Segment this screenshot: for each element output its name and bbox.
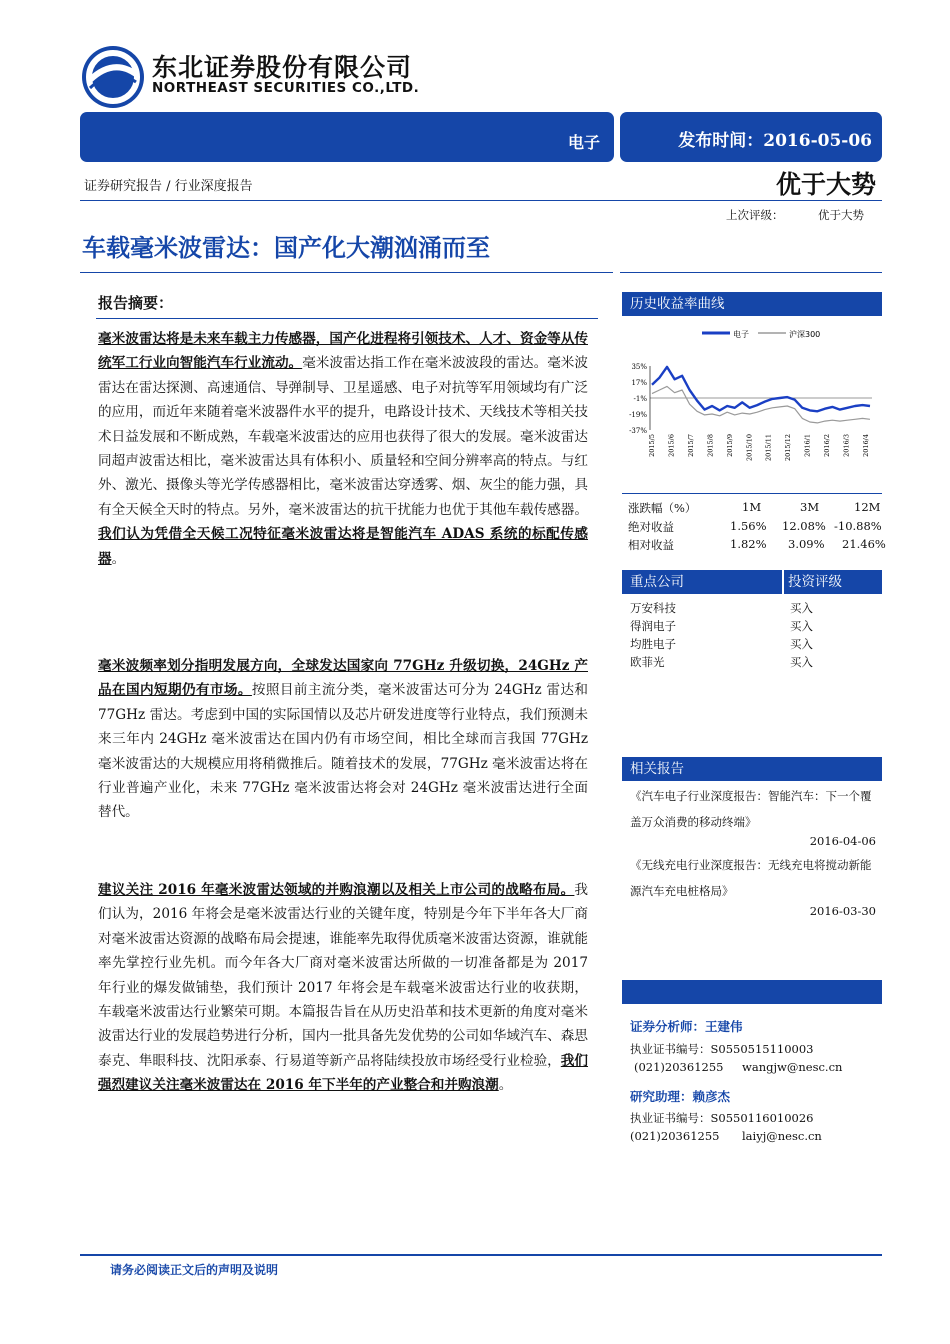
sidebar-bottom-band: [622, 980, 882, 1004]
related-item-2[interactable]: 《无线充电行业深度报告：无线充电将搅动新能源汽车充电桩格局》: [630, 858, 872, 898]
company-rating: 买入: [790, 637, 813, 651]
return-chart: [622, 322, 882, 492]
returns-col-label: 涨跌幅（%）: [628, 501, 697, 515]
legend-label-series-1: 电子: [733, 330, 749, 339]
rating: 优于大势: [775, 170, 876, 199]
x-tick-label: 2015/12: [784, 434, 793, 462]
summary-heading: 报告摘要：: [98, 294, 174, 312]
row-3m: 3.09%: [788, 537, 825, 551]
x-tick-label: 2015/11: [764, 434, 773, 462]
analyst-cert: 执业证书编号：S0550515110003: [630, 1042, 814, 1056]
company-logo-icon: [80, 44, 146, 110]
p3-body: 我们认为，2016 年将会是毫米波雷达行业的关键年度，特别是今年下半年各大厂商对毫米波雷达资源的战略布局会提速，谁能率先取得优质毫米波雷达资源，谁就能率先掌控行业先机。而今年各大厂商对毫米波雷达所做的一切准备都是为 2017 年行业的爆发做铺垫，我们预计 2017 年将会是车载毫米波雷达行业的收获期，车载毫米波雷达行业繁荣可期。本篇报告旨在从历史沿革和技术更新的角度对毫米波雷达行业的发展趋势进行分析，国内一批具备先发优势的公司如华域汽车、森思泰克、隼眼科技、沈阳承泰、行易道等新产品将陆续投放市场经受行业检验，: [98, 882, 588, 1069]
returns-rule: [622, 493, 882, 494]
returns-col-3m: 3M: [800, 500, 820, 514]
previous-rating-label: 上次评级：: [726, 208, 784, 222]
analyst-label: 证券分析师：王建伟: [630, 1019, 743, 1034]
y-tick-label: -19%: [629, 411, 647, 419]
report-category: 证券研究报告 / 行业深度报告: [84, 179, 253, 194]
p3-end: 。: [498, 1077, 513, 1094]
company-row: [630, 654, 880, 672]
companies-header: [622, 570, 882, 594]
sector-label: 电子: [567, 133, 600, 152]
previous-rating: 优于大势: [818, 208, 864, 222]
sidebar-top-rule: [620, 272, 882, 273]
p1-conclusion: 我们认为凭借全天候工况特征毫米波雷达将是智能汽车 ADAS 系统的标配传感器: [98, 526, 588, 567]
p1-body: 毫米波雷达指工作在毫米波波段的雷达。毫米波雷达在雷达探测、高速通信、导弹制导、卫星遥感、电子对抗等军用领域均有广泛的应用，而近年来随着毫米波器件水平的提升，电路设计技术、天线技术等相关技术日益发展和不断成熟，车载毫米波雷达的应用也获得了很大的发展。毫米波雷达同超声波雷达相比，毫米波雷达具有体积小、质量轻和空间分辨率高的特点。与红外、激光、摄像头等光学传感器相比，毫米波雷达穿透雾、烟、灰尘的能力强，具有全天候全天时的特点。另外，毫米波雷达的抗干扰能力也优于其他车载传感器。: [98, 355, 589, 518]
x-tick-label: 2016/4: [862, 434, 870, 457]
companies-divider: [782, 570, 784, 594]
company-name: 均胜电子: [630, 637, 676, 651]
series-line-1: [652, 367, 870, 411]
publish-bar: [620, 112, 882, 162]
x-tick-label: 2015/6: [667, 434, 676, 457]
legend-label-series-2: 沪深300: [789, 330, 821, 339]
report-title: 车载毫米波雷达：国产化大潮汹涌而至: [82, 233, 490, 262]
company-logo: [80, 44, 146, 110]
title-rule: [80, 272, 613, 273]
company-name: 欧菲光: [630, 655, 665, 669]
company-name-cn: 东北证券股份有限公司: [152, 53, 413, 82]
category-rule: [80, 200, 882, 201]
related-item-1-date: 2016-04-06: [809, 834, 876, 848]
rating-header-label: 投资评级: [788, 574, 842, 590]
footer-disclaimer: 请务必阅读正文后的声明及说明: [110, 1263, 279, 1277]
summary-rule: [96, 318, 598, 319]
assistant-phone: (021)20361255: [630, 1129, 720, 1143]
p2-body: 按照目前主流分类，毫米波雷达可分为 24GHz 雷达和 77GHz 雷达。考虑到中国的实际国情以及芯片研发进度等行业特点，我们预测未来三年内 24GHz 毫米波雷达在国内仍有市场空间，相比全球而言我国 77GHz 毫米波雷达的大规模应用将稍微推后。随着技术的发展，77GHz 毫米波雷达将在行业普遍产业化，未来 77GHz 毫米波雷达将会对 24GHz 毫米波雷达进行全面替代。: [98, 682, 588, 821]
x-tick-label: 2015/9: [725, 434, 734, 457]
related-header: 相关报告: [622, 757, 882, 781]
company-rating: 买入: [790, 601, 813, 615]
related-item-2-date: 2016-03-30: [809, 904, 876, 918]
returns-col-12m: 12M: [854, 500, 881, 514]
assistant-cert: 执业证书编号：S0550116010026: [630, 1111, 814, 1125]
company-name: 万安科技: [630, 601, 676, 615]
company-rating: 买入: [790, 619, 813, 633]
row-12m: 21.46%: [842, 537, 886, 551]
x-tick-label: 2015/5: [648, 434, 656, 457]
x-tick-label: 2015/10: [745, 434, 754, 462]
company-row: [630, 618, 880, 636]
p2-lead: 毫米波频率划分指明发展方向，全球发达国家向 77GHz 升级切换，24GHz 产品在国内短期仍有市场。: [98, 658, 588, 699]
y-tick-label: 17%: [631, 379, 647, 387]
row-label: 绝对收益: [628, 520, 674, 534]
company-name: 得润电子: [630, 619, 676, 633]
row-1m: 1.82%: [730, 537, 767, 551]
company-name-en: NORTHEAST SECURITIES CO.,LTD.: [152, 80, 420, 96]
row-3m: 12.08%: [782, 519, 826, 533]
company-row: [630, 636, 880, 654]
companies-header-label: 重点公司: [630, 574, 684, 590]
x-tick-label: 2016/3: [842, 434, 851, 457]
summary-paragraph-2: [98, 654, 588, 825]
chart-header: 历史收益率曲线: [622, 292, 882, 316]
x-tick-label: 2016/2: [823, 434, 832, 457]
summary-paragraph-1: [98, 327, 588, 571]
assistant-email[interactable]: laiyj@nesc.cn: [742, 1129, 822, 1143]
x-tick-label: 2016/1: [803, 434, 812, 457]
y-tick-label: -37%: [629, 427, 647, 435]
analyst-email[interactable]: wangjw@nesc.cn: [742, 1060, 843, 1074]
assistant-label: 研究助理：赖彦杰: [630, 1089, 731, 1104]
y-tick-label: -1%: [633, 395, 647, 403]
summary-paragraph-3: [98, 878, 588, 1098]
company-rating: 买入: [790, 655, 813, 669]
company-row: [630, 600, 880, 618]
analyst-phone: (021)20361255: [634, 1060, 724, 1074]
y-tick-label: 35%: [631, 363, 647, 371]
p1-end: 。: [111, 550, 126, 567]
row-12m: -10.88%: [834, 519, 882, 533]
row-label: 相对收益: [628, 538, 674, 552]
publish-date: 发布时间：2016-05-06: [678, 131, 872, 151]
footer-rule: [80, 1254, 882, 1256]
p3-conclusion: 我们强烈建议关注毫米波雷达在 2016 年下半年的产业整合和并购浪潮: [98, 1052, 589, 1094]
row-1m: 1.56%: [730, 519, 767, 533]
p1-lead: 毫米波雷达将是未来车载主力传感器，国产化进程将引领技术、人才、资金等从传统军工行业向智能汽车行业流动。: [98, 331, 588, 372]
x-tick-label: 2015/8: [706, 434, 715, 457]
x-tick-label: 2015/7: [686, 434, 695, 457]
returns-col-1m: 1M: [742, 500, 762, 514]
sector-bar: [80, 112, 614, 162]
related-item-1[interactable]: 《汽车电子行业深度报告：智能汽车：下一个覆盖万众消费的移动终端》: [630, 789, 872, 829]
company-list: [630, 600, 880, 672]
p3-lead: 建议关注 2016 年毫米波雷达领域的并购浪潮以及相关上市公司的战略布局。: [98, 882, 575, 898]
